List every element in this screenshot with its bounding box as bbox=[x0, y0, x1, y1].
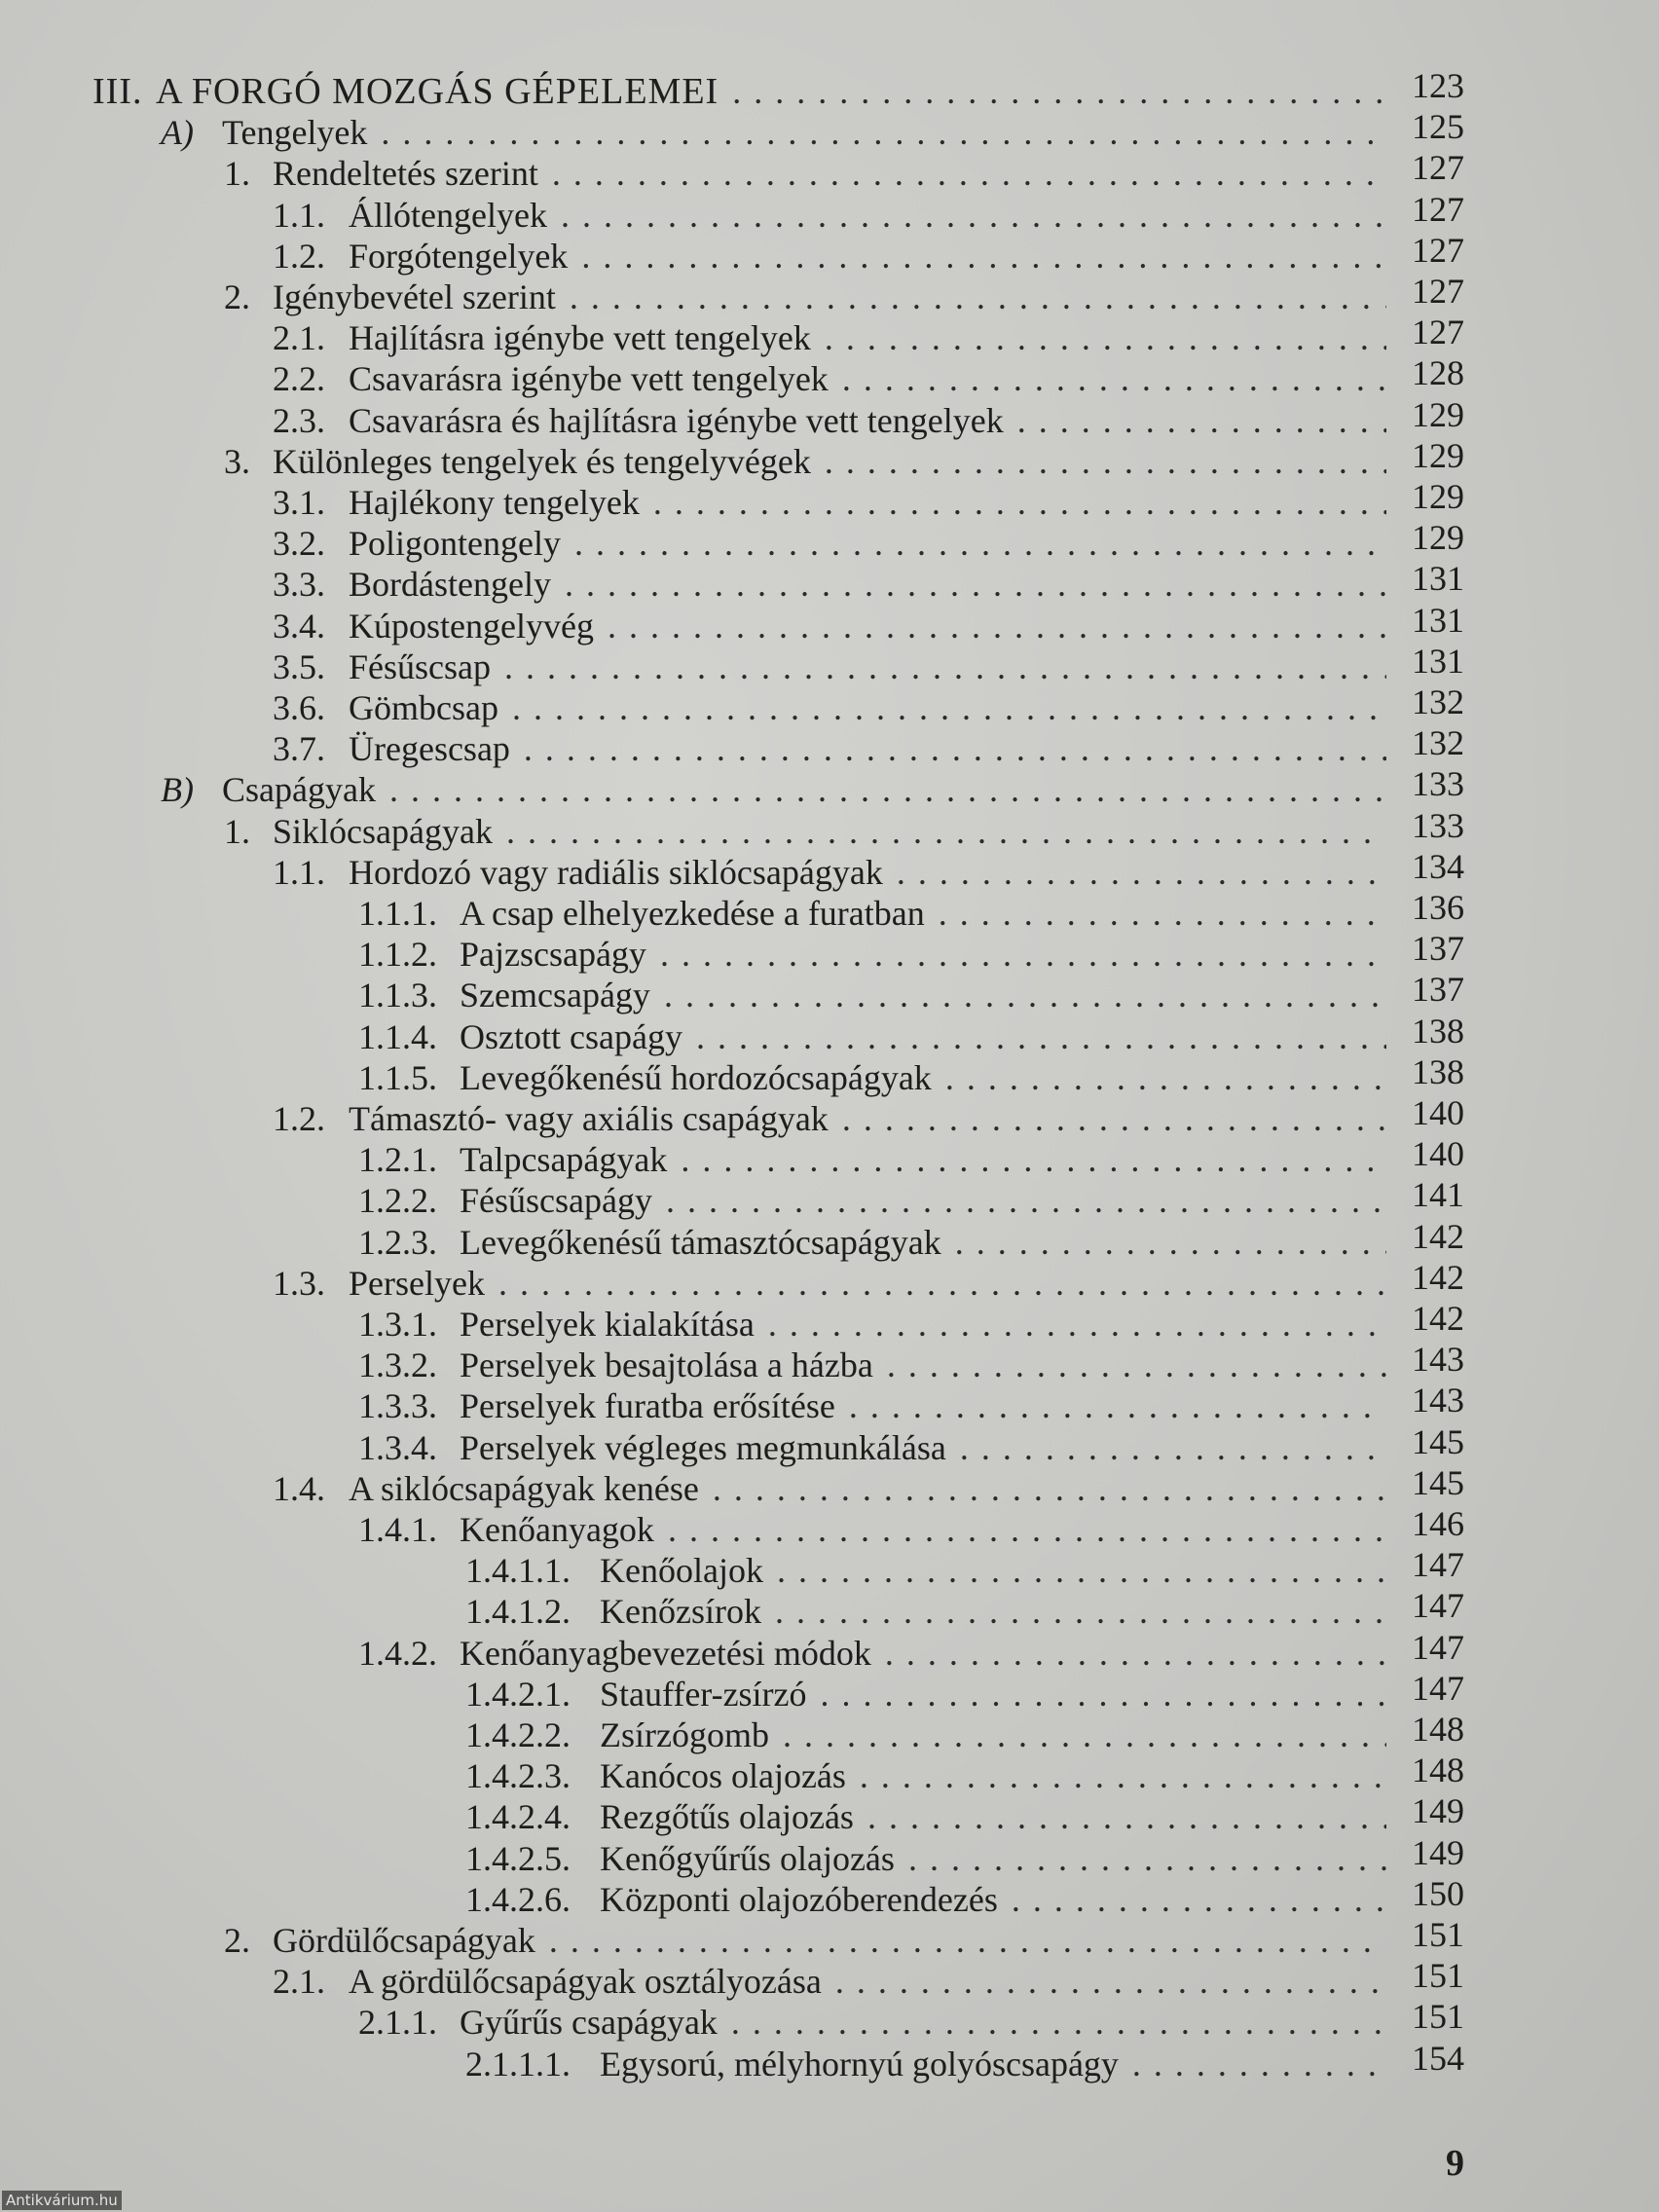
toc-entry-page: 127 bbox=[1412, 272, 1464, 311]
toc-leader-dots bbox=[825, 440, 1386, 483]
toc-entry-page: 131 bbox=[1412, 559, 1464, 599]
toc-entry-title: Üregescsap bbox=[349, 729, 510, 769]
toc-entry-title: Csapágyak bbox=[222, 770, 376, 810]
toc-entry-page: 134 bbox=[1412, 846, 1464, 886]
toc-leader-dots bbox=[574, 522, 1386, 565]
toc-entry-page: 125 bbox=[1412, 107, 1464, 147]
toc-entry bbox=[0, 846, 1659, 894]
toc-entry-number: 1.1. bbox=[273, 195, 325, 235]
toc-entry-page: 129 bbox=[1412, 435, 1464, 475]
toc-leader-dots bbox=[860, 1754, 1386, 1797]
toc-entry-page: 146 bbox=[1412, 1504, 1464, 1543]
toc-entry-page: 127 bbox=[1412, 313, 1464, 352]
toc-entry bbox=[0, 1216, 1659, 1264]
toc-entry bbox=[0, 1915, 1659, 1962]
toc-entry-number: 1.3.2. bbox=[358, 1346, 437, 1385]
toc-entry-title: Csavarásra és hajlításra igénybe vett tengelyek bbox=[349, 400, 1004, 440]
toc-entry-page: 129 bbox=[1412, 477, 1464, 516]
toc-leader-dots bbox=[668, 1508, 1386, 1551]
toc-entry-page: 151 bbox=[1412, 1915, 1464, 1954]
toc-entry-number: 1.4.2.2. bbox=[465, 1715, 571, 1754]
toc-entry bbox=[0, 230, 1659, 277]
toc-leader-dots bbox=[549, 1919, 1386, 1962]
toc-leader-dots bbox=[867, 1795, 1386, 1838]
toc-entry-page: 127 bbox=[1412, 230, 1464, 270]
toc-leader-dots bbox=[783, 1714, 1386, 1756]
toc-leader-dots bbox=[1017, 399, 1386, 442]
toc-entry-page: 150 bbox=[1412, 1873, 1464, 1913]
toc-entry-page: 142 bbox=[1412, 1299, 1464, 1338]
toc-entry-title: Poligontengely bbox=[349, 524, 561, 564]
toc-entry bbox=[0, 1545, 1659, 1592]
toc-entry-number: 1.4.1.1. bbox=[465, 1551, 571, 1591]
toc-entry bbox=[0, 723, 1659, 770]
toc-entry bbox=[0, 148, 1659, 195]
toc-entry bbox=[0, 477, 1659, 524]
toc-entry-page: 154 bbox=[1412, 2038, 1464, 2078]
toc-entry-title: Egysorú, mélyhornyú golyóscsapágy bbox=[600, 2044, 1119, 2083]
toc-entry-page: 132 bbox=[1412, 682, 1464, 721]
toc-entry-page: 138 bbox=[1412, 1011, 1464, 1051]
toc-entry-title: Szemcsapágy bbox=[460, 976, 650, 1015]
toc-entry-page: 142 bbox=[1412, 1257, 1464, 1297]
toc-entry-page: 151 bbox=[1412, 1956, 1464, 1996]
toc-leader-dots bbox=[842, 357, 1386, 400]
toc-entry-page: 148 bbox=[1412, 1710, 1464, 1749]
toc-entry-page: 149 bbox=[1412, 1791, 1464, 1831]
toc-entry bbox=[0, 435, 1659, 483]
toc-leader-dots bbox=[960, 1426, 1386, 1469]
toc-entry-page: 133 bbox=[1412, 764, 1464, 804]
toc-entry-number: 2.1. bbox=[273, 318, 325, 358]
toc-entry-title: Perselyek bbox=[349, 1263, 485, 1303]
toc-entry-page: 142 bbox=[1412, 1216, 1464, 1256]
toc-entry-page: 147 bbox=[1412, 1586, 1464, 1626]
toc-entry-number: 1.1.4. bbox=[358, 1016, 437, 1056]
toc-leader-dots bbox=[887, 1344, 1386, 1386]
toc-entry bbox=[0, 1873, 1659, 1921]
toc-leader-dots bbox=[945, 1056, 1386, 1099]
toc-entry-page: 129 bbox=[1412, 518, 1464, 558]
toc-entry-number: 2.1.1. bbox=[358, 2003, 437, 2043]
toc-leader-dots bbox=[821, 1673, 1386, 1715]
toc-entry-number: 1. bbox=[224, 154, 250, 194]
toc-leader-dots bbox=[608, 605, 1386, 647]
toc-entry-number: A) bbox=[161, 113, 194, 153]
toc-entry-title: Kenőolajok bbox=[600, 1551, 763, 1591]
toc-entry bbox=[0, 1668, 1659, 1715]
toc-entry-page: 127 bbox=[1412, 189, 1464, 229]
toc-entry-title: Levegőkenésű hordozócsapágyak bbox=[460, 1057, 932, 1097]
toc-entry-page: 147 bbox=[1412, 1668, 1464, 1708]
toc-entry-page: 137 bbox=[1412, 929, 1464, 969]
toc-entry bbox=[0, 189, 1659, 237]
toc-entry-number: 2. bbox=[224, 277, 250, 316]
toc-entry bbox=[0, 1462, 1659, 1510]
toc-entry-title: Központi olajozóberendezés bbox=[600, 1879, 998, 1919]
toc-entry-number: 1. bbox=[224, 811, 250, 851]
toc-entry-title: Különleges tengelyek és tengelyvégek bbox=[273, 441, 811, 481]
toc-entry-page: 141 bbox=[1412, 1175, 1464, 1215]
toc-entry-page: 149 bbox=[1412, 1832, 1464, 1872]
toc-entry bbox=[0, 1299, 1659, 1346]
toc-entry bbox=[0, 764, 1659, 811]
toc-leader-dots bbox=[1132, 2043, 1386, 2085]
toc-leader-dots bbox=[825, 316, 1386, 359]
toc-entry-number: 1.4.2.5. bbox=[465, 1838, 571, 1878]
toc-entry-title: Siklócsapágyak bbox=[273, 811, 493, 851]
toc-leader-dots bbox=[524, 727, 1386, 770]
toc-entry-title: Levegőkenésű támasztócsapágyak bbox=[460, 1222, 941, 1262]
toc-entry-title: Kenőanyagbevezetési módok bbox=[460, 1633, 871, 1673]
toc-entry-title: Zsírzógomb bbox=[600, 1715, 769, 1754]
toc-entry-title: Rendeltetés szerint bbox=[273, 154, 538, 194]
toc-entry-number: 1.4.2. bbox=[358, 1633, 437, 1673]
toc-entry-page: 136 bbox=[1412, 888, 1464, 927]
toc-entry-page: 147 bbox=[1412, 1545, 1464, 1585]
toc-entry-title: Forgótengelyek bbox=[349, 236, 569, 276]
toc-leader-dots bbox=[653, 481, 1386, 524]
toc-entry-page: 133 bbox=[1412, 805, 1464, 845]
toc-entry bbox=[0, 1504, 1659, 1551]
toc-entry bbox=[0, 1381, 1659, 1427]
toc-entry bbox=[0, 929, 1659, 976]
toc-entry-title: Perselyek furatba erősítése bbox=[460, 1386, 835, 1426]
toc-entry bbox=[0, 682, 1659, 729]
toc-leader-dots bbox=[561, 194, 1386, 237]
toc-entry bbox=[0, 1134, 1659, 1181]
toc-entry-title: Stauffer-zsírzó bbox=[600, 1674, 807, 1714]
toc-entry-page: 148 bbox=[1412, 1751, 1464, 1790]
toc-leader-dots bbox=[666, 1179, 1386, 1222]
toc-entry-page: 145 bbox=[1412, 1462, 1464, 1502]
toc-entry-number: 3. bbox=[224, 441, 250, 481]
toc-entry bbox=[0, 600, 1659, 647]
toc-entry-title: Perselyek kialakítása bbox=[460, 1305, 755, 1344]
toc-entry bbox=[0, 1257, 1659, 1305]
toc-leader-dots bbox=[660, 933, 1386, 976]
toc-entry-number: 3.2. bbox=[273, 524, 325, 564]
toc-entry-number: B) bbox=[161, 770, 194, 810]
toc-entry-title: Rezgőtűs olajozás bbox=[600, 1797, 854, 1837]
toc-entry-page: 140 bbox=[1412, 1134, 1464, 1174]
toc-entry-page: 143 bbox=[1412, 1381, 1464, 1420]
toc-entry-number: 2.2. bbox=[273, 359, 325, 399]
toc-entry bbox=[0, 559, 1659, 606]
toc-entry-page: 129 bbox=[1412, 394, 1464, 434]
toc-entry-title: Kenőanyagok bbox=[460, 1510, 654, 1549]
toc-entry-page: 132 bbox=[1412, 723, 1464, 763]
toc-entry-title: Perselyek besajtolása a házba bbox=[460, 1346, 873, 1385]
toc-leader-dots bbox=[713, 1467, 1386, 1510]
toc-leader-dots bbox=[885, 1632, 1386, 1675]
toc-entry-page: 127 bbox=[1412, 148, 1464, 188]
toc-leader-dots bbox=[565, 563, 1386, 606]
toc-entry-page: 143 bbox=[1412, 1340, 1464, 1380]
toc-entry-number: 1.3.1. bbox=[358, 1305, 437, 1344]
toc-entry-title: Igénybevétel szerint bbox=[273, 277, 556, 316]
toc-entry-title: Bordástengely bbox=[349, 565, 551, 605]
toc-entry-title: Csavarásra igénybe vett tengelyek bbox=[349, 359, 829, 399]
toc-entry-number: 2. bbox=[224, 1921, 250, 1960]
toc-leader-dots bbox=[775, 1590, 1386, 1633]
toc-entry-title: A siklócsapágyak kenése bbox=[349, 1468, 699, 1508]
toc-entry-page: 140 bbox=[1412, 1093, 1464, 1132]
toc-entry-title: Pajzscsapágy bbox=[460, 935, 646, 975]
toc-entry-title: Hajlékony tengelyek bbox=[349, 483, 640, 522]
toc-entry-title: Perselyek végleges megmunkálása bbox=[460, 1427, 946, 1467]
toc-entry-number: 1.4.2.6. bbox=[465, 1879, 571, 1919]
toc-entry-number: 1.3.3. bbox=[358, 1386, 437, 1426]
toc-entry-title: Gömbcsap bbox=[349, 688, 498, 727]
toc-entry-number: 3.1. bbox=[273, 483, 325, 522]
toc-entry bbox=[0, 1051, 1659, 1099]
toc-leader-dots bbox=[732, 70, 1386, 113]
toc-entry bbox=[0, 1340, 1659, 1386]
toc-entry bbox=[0, 1175, 1659, 1222]
toc-entry-number: 1.2.1. bbox=[358, 1140, 437, 1180]
toc-entry-title: Támasztó- vagy axiális csapágyak bbox=[349, 1099, 829, 1138]
toc-leader-dots bbox=[1012, 1878, 1386, 1921]
toc-leader-dots bbox=[897, 851, 1386, 894]
toc-entry bbox=[0, 970, 1659, 1016]
toc-entry bbox=[0, 1956, 1659, 2003]
toc-leader-dots bbox=[908, 1837, 1386, 1880]
toc-entry bbox=[0, 1586, 1659, 1633]
toc-entry-page: 147 bbox=[1412, 1627, 1464, 1667]
toc-leader-dots bbox=[731, 2001, 1386, 2044]
toc-entry-title: Fésűscsapágy bbox=[460, 1181, 652, 1221]
toc-leader-dots bbox=[381, 111, 1386, 154]
toc-entry-number: III. bbox=[92, 71, 143, 112]
toc-entry-number: 1.4.1.2. bbox=[465, 1592, 571, 1632]
toc-leader-dots bbox=[506, 810, 1386, 853]
toc-entry-title: Kúpostengelyvég bbox=[349, 606, 594, 645]
toc-entry bbox=[0, 1710, 1659, 1756]
toc-entry bbox=[0, 518, 1659, 565]
toc-leader-dots bbox=[849, 1384, 1386, 1427]
toc-entry-number: 1.2.2. bbox=[358, 1181, 437, 1221]
toc-entry-number: 2.1. bbox=[273, 1962, 325, 2002]
toc-entry bbox=[0, 1011, 1659, 1058]
toc-entry bbox=[0, 805, 1659, 853]
toc-entry-number: 1.2. bbox=[273, 1099, 325, 1138]
toc-leader-dots bbox=[498, 1262, 1386, 1305]
toc-entry-title: Hajlításra igénybe vett tengelyek bbox=[349, 318, 811, 358]
toc-entry-number: 1.1. bbox=[273, 852, 325, 892]
toc-entry bbox=[0, 1997, 1659, 2044]
toc-leader-dots bbox=[389, 768, 1386, 811]
toc-entry-number: 1.4.2.1. bbox=[465, 1674, 571, 1714]
toc-entry-title: Hordozó vagy radiális siklócsapágyak bbox=[349, 852, 883, 892]
toc-leader-dots bbox=[939, 892, 1386, 935]
toc-entry-number: 1.4. bbox=[273, 1468, 325, 1508]
toc-entry-number: 1.1.1. bbox=[358, 894, 437, 933]
toc-entry bbox=[0, 1751, 1659, 1797]
toc-entry-number: 1.3.4. bbox=[358, 1427, 437, 1467]
toc-entry bbox=[0, 353, 1659, 400]
toc-entry-page: 131 bbox=[1412, 641, 1464, 681]
toc-leader-dots bbox=[552, 152, 1386, 195]
toc-entry-title: Állótengelyek bbox=[349, 195, 547, 235]
toc-leader-dots bbox=[842, 1097, 1386, 1140]
toc-entry-title: Talpcsapágyak bbox=[460, 1140, 668, 1180]
toc-entry-number: 2.1.1.1. bbox=[465, 2044, 571, 2083]
toc-entry-number: 1.1.5. bbox=[358, 1057, 437, 1097]
toc-entry-title: Kenőzsírok bbox=[600, 1592, 761, 1632]
toc-entry bbox=[0, 66, 1659, 113]
toc-entry-title: Kenőgyűrűs olajozás bbox=[600, 1838, 895, 1878]
toc-entry-number: 1.4.1. bbox=[358, 1510, 437, 1549]
toc-entry-title: A gördülőcsapágyak osztályozása bbox=[349, 1962, 822, 2002]
toc-entry-number: 3.3. bbox=[273, 565, 325, 605]
toc-entry-title: A FORGÓ MOZGÁS GÉPELEMEI bbox=[156, 71, 719, 112]
toc-leader-dots bbox=[768, 1303, 1386, 1346]
toc-entry bbox=[0, 394, 1659, 442]
toc-entry-number: 3.7. bbox=[273, 729, 325, 769]
toc-entry-page: 151 bbox=[1412, 1997, 1464, 2037]
toc-leader-dots bbox=[696, 1015, 1386, 1058]
toc-entry-page: 123 bbox=[1412, 66, 1464, 105]
watermark: Antikvárium.hu bbox=[2, 2191, 122, 2210]
toc-entry bbox=[0, 1791, 1659, 1838]
toc-entry-title: Tengelyek bbox=[222, 113, 368, 153]
toc-entry-number: 1.4.2.4. bbox=[465, 1797, 571, 1837]
toc-leader-dots bbox=[570, 276, 1386, 318]
toc-entry-number: 1.1.3. bbox=[358, 976, 437, 1015]
toc-leader-dots bbox=[835, 1960, 1386, 2003]
toc-entry bbox=[0, 107, 1659, 154]
toc-entry-number: 3.4. bbox=[273, 606, 325, 645]
toc-entry-page: 131 bbox=[1412, 600, 1464, 640]
toc-entry-number: 1.2.3. bbox=[358, 1222, 437, 1262]
toc-entry bbox=[0, 272, 1659, 318]
toc-entry bbox=[0, 1421, 1659, 1469]
toc-entry bbox=[0, 2038, 1659, 2085]
toc-entry-title: Kanócos olajozás bbox=[600, 1756, 846, 1796]
toc-entry-number: 2.3. bbox=[273, 400, 325, 440]
toc-leader-dots bbox=[955, 1221, 1386, 1264]
toc-entry-number: 1.4.2.3. bbox=[465, 1756, 571, 1796]
toc-leader-dots bbox=[512, 686, 1386, 729]
toc-entry-page: 138 bbox=[1412, 1051, 1464, 1091]
toc-entry-title: Gördülőcsapágyak bbox=[273, 1921, 535, 1960]
toc-leader-dots bbox=[581, 235, 1386, 277]
toc-entry-title: A csap elhelyezkedése a furatban bbox=[460, 894, 925, 933]
toc-entry-number: 1.3. bbox=[273, 1263, 325, 1303]
toc-entry-title: Osztott csapágy bbox=[460, 1016, 682, 1056]
toc-entry-page: 145 bbox=[1412, 1421, 1464, 1461]
toc-entry bbox=[0, 1093, 1659, 1140]
toc-entry bbox=[0, 1627, 1659, 1675]
toc-entry-page: 137 bbox=[1412, 970, 1464, 1010]
toc-leader-dots bbox=[664, 974, 1386, 1016]
toc-entry bbox=[0, 313, 1659, 359]
toc-entry bbox=[0, 1832, 1659, 1880]
toc-entry bbox=[0, 641, 1659, 688]
toc-entry-number: 3.6. bbox=[273, 688, 325, 727]
toc-entry-page: 128 bbox=[1412, 353, 1464, 393]
toc-entry bbox=[0, 888, 1659, 935]
toc-leader-dots bbox=[504, 645, 1386, 688]
toc-entry-number: 1.2. bbox=[273, 236, 325, 276]
page-number: 9 bbox=[1446, 2143, 1464, 2184]
toc-leader-dots bbox=[681, 1138, 1386, 1181]
toc-entry-number: 1.1.2. bbox=[358, 935, 437, 975]
toc-entry-number: 3.5. bbox=[273, 646, 325, 686]
toc-entry-title: Gyűrűs csapágyak bbox=[460, 2003, 718, 2043]
toc-entry-title: Fésűscsap bbox=[349, 646, 491, 686]
toc-leader-dots bbox=[777, 1549, 1386, 1592]
